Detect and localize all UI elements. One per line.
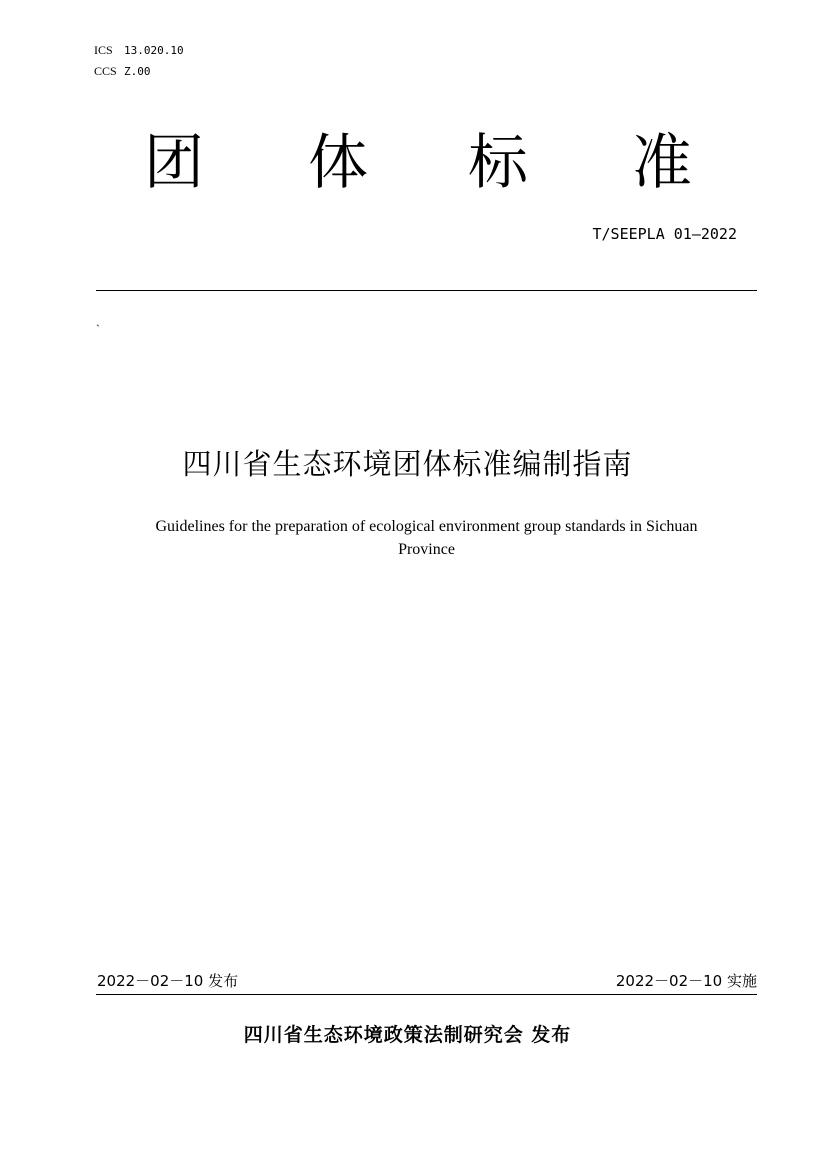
standard-type-char: 团	[144, 128, 204, 198]
standard-type-char: 准	[632, 128, 692, 198]
top-divider	[96, 290, 757, 291]
ccs-value: Z.00	[124, 65, 151, 78]
release-date: 2022－02－10 发布	[97, 972, 239, 990]
english-title	[96, 515, 757, 561]
standard-type-char: 标	[468, 128, 528, 198]
standard-type-char: 体	[308, 128, 368, 198]
ics-label: ICS	[94, 43, 113, 57]
english-title-line: Province	[398, 541, 455, 558]
ccs-code	[94, 61, 184, 82]
standard-number: T/SEEPLA 01—2022	[592, 225, 737, 243]
date-row	[96, 970, 757, 994]
english-title-line: Guidelines for the preparation of ecological environment group standards in Sichuan	[155, 518, 698, 535]
publisher: 四川省生态环境政策法制研究会 发布	[243, 1024, 572, 1046]
ics-value: 13.020.10	[124, 44, 184, 57]
implementation-date: 2022－02－10 实施	[615, 972, 757, 990]
bottom-divider	[96, 994, 757, 995]
standard-type-heading	[98, 128, 758, 198]
classification-codes	[94, 40, 184, 82]
chinese-title: 四川省生态环境团体标准编制指南	[182, 447, 633, 481]
stray-mark: `	[96, 322, 100, 336]
ics-code	[94, 40, 184, 61]
ccs-label: CCS	[94, 64, 117, 78]
